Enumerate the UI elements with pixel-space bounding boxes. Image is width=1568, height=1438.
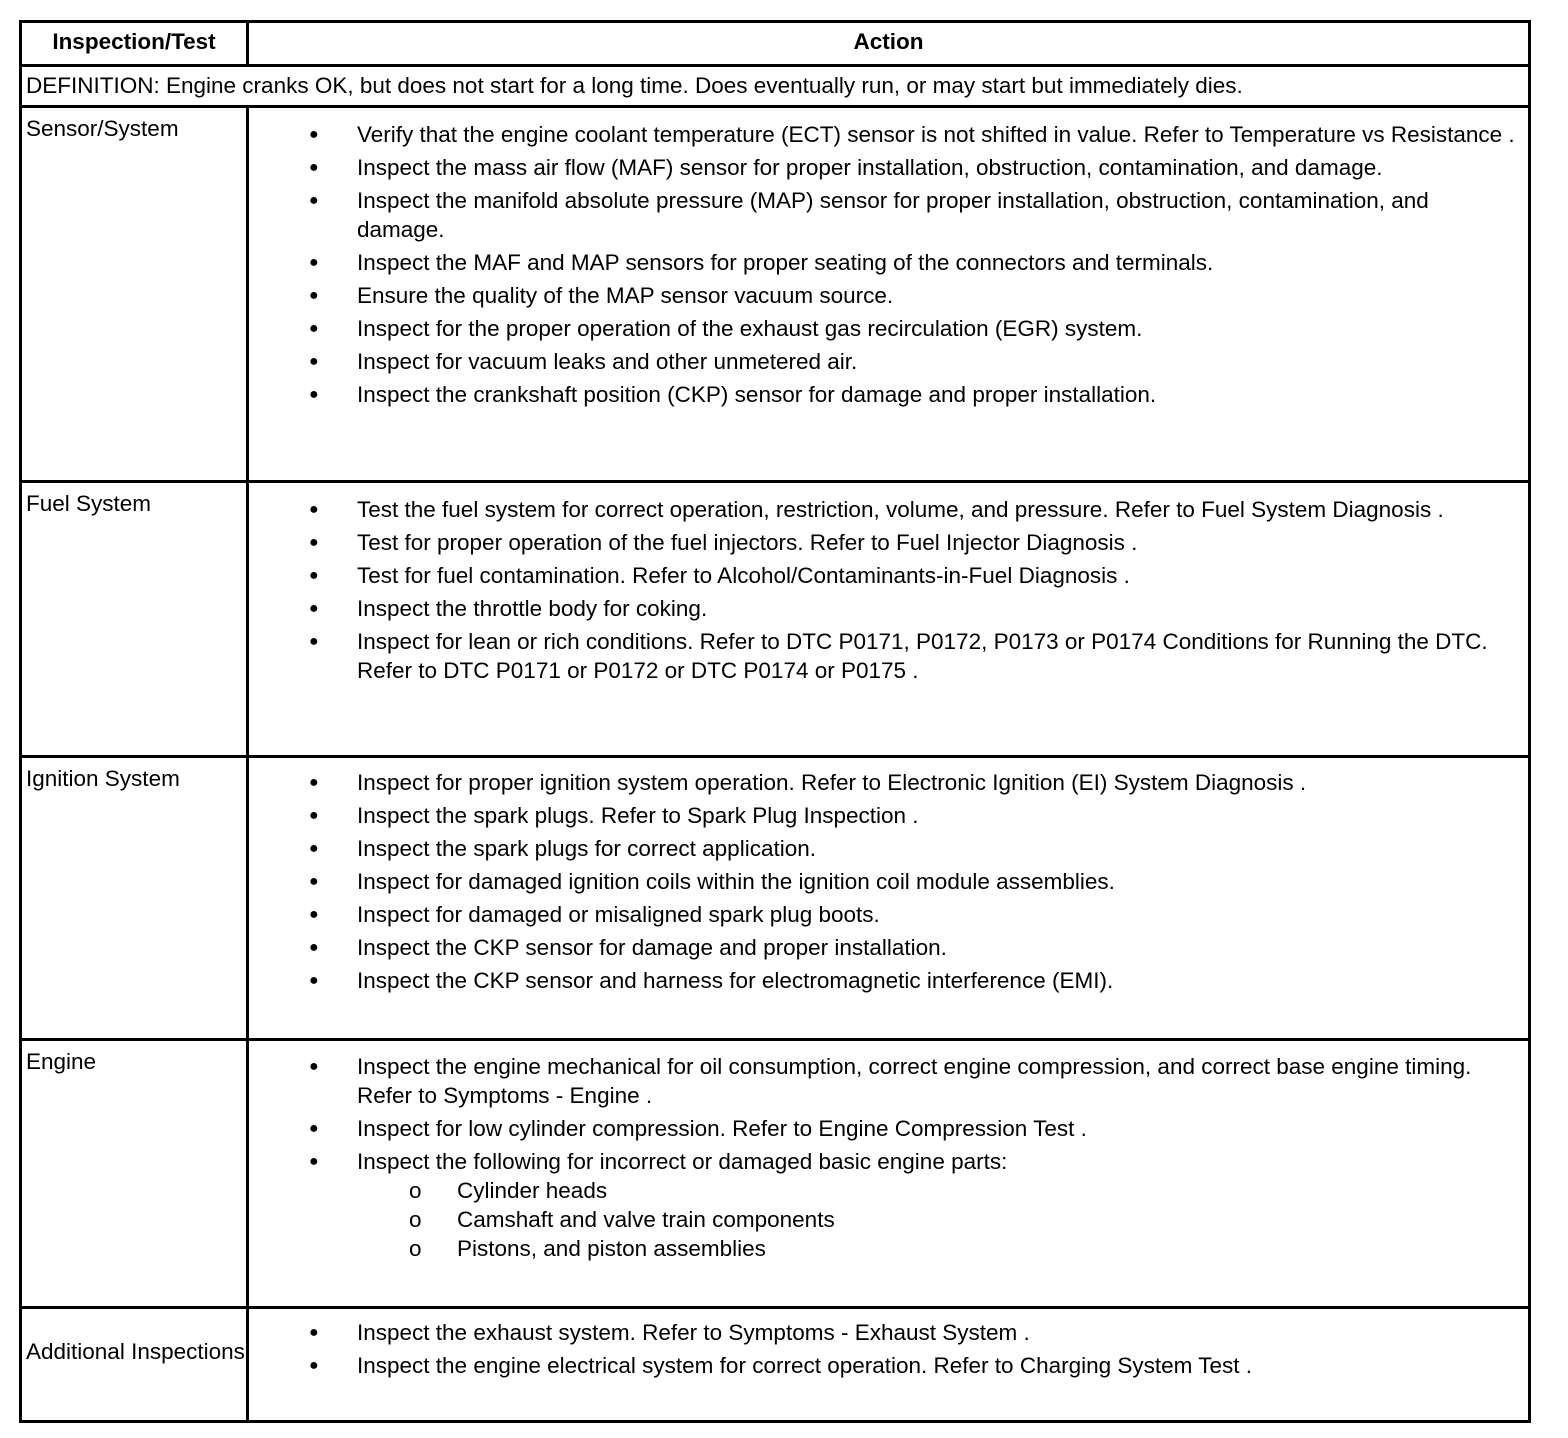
list-item (249, 1114, 1528, 1143)
bullet-icon: ● (309, 906, 319, 923)
list-item (249, 933, 1528, 962)
action-cell (249, 108, 1528, 480)
list-item (249, 248, 1528, 277)
action-text: Inspect the MAF and MAP sensors for proper seating of the connectors and terminals. (357, 250, 1214, 275)
bullet-icon: ● (309, 254, 319, 271)
action-text: Inspect the crankshaft position (CKP) sensor for damage and proper installation. (357, 382, 1157, 407)
list-item (249, 380, 1528, 409)
list-item (249, 495, 1528, 524)
list-item (249, 594, 1528, 623)
list-item (249, 528, 1528, 557)
action-text: Test for fuel contamination. Refer to Alcohol/Contaminants-in-Fuel Diagnosis . (357, 563, 1130, 588)
action-text: Inspect the CKP sensor for damage and proper installation. (357, 935, 947, 960)
category-label: Fuel System (22, 483, 249, 755)
list-item (249, 768, 1528, 797)
sub-item-text: Pistons, and piston assemblies (457, 1236, 766, 1261)
definition-text: DEFINITION: Engine cranks OK, but does not start for a long time. Does eventually run, or may start but immediately dies. (26, 73, 1243, 98)
list-item (249, 1351, 1528, 1380)
action-list (249, 1052, 1528, 1263)
circle-bullet-icon: o (409, 1236, 422, 1261)
list-item (249, 834, 1528, 863)
action-text: Inspect the throttle body for coking. (357, 596, 708, 621)
action-text: Inspect for damaged ignition coils within the ignition coil module assemblies. (357, 869, 1115, 894)
section-row-engine (22, 1041, 1528, 1309)
bullet-icon: ● (309, 320, 319, 337)
action-text: Ensure the quality of the MAP sensor vacuum source. (357, 283, 894, 308)
list-item (249, 1052, 1528, 1110)
list-item (249, 900, 1528, 929)
bullet-icon: ● (309, 1324, 319, 1341)
bullet-icon: ● (309, 807, 319, 824)
bullet-icon: ● (309, 1058, 319, 1075)
action-text: Test the fuel system for correct operation, restriction, volume, and pressure. Refer to Fuel System Diagnosis . (357, 497, 1444, 522)
action-list (249, 495, 1528, 685)
bullet-icon: ● (309, 873, 319, 890)
sub-list-item (357, 1205, 1516, 1234)
section-row-ignition-system (22, 758, 1528, 1041)
action-text: Inspect for low cylinder compression. Refer to Engine Compression Test . (357, 1116, 1087, 1141)
bullet-icon: ● (309, 192, 319, 209)
list-item (249, 314, 1528, 343)
header-inspection-test: Inspection/Test (22, 23, 249, 64)
action-cell (249, 1041, 1528, 1306)
action-text: Inspect the exhaust system. Refer to Symptoms - Exhaust System . (357, 1320, 1030, 1345)
bullet-icon: ● (309, 600, 319, 617)
action-text: Verify that the engine coolant temperature (ECT) sensor is not shifted in value. Refer to Temperature vs Resistance . (357, 122, 1515, 147)
sub-list-item (357, 1234, 1516, 1263)
action-text: Inspect for damaged or misaligned spark plug boots. (357, 902, 880, 927)
action-list (249, 120, 1528, 409)
action-cell (249, 758, 1528, 1038)
action-text: Inspect the engine mechanical for oil consumption, correct engine compression, and correct base engine timing. Refer to Symptoms - Engine . (357, 1054, 1472, 1108)
sub-item-text: Cylinder heads (457, 1178, 608, 1203)
list-item (249, 281, 1528, 310)
list-item (249, 1318, 1528, 1347)
action-text: Test for proper operation of the fuel injectors. Refer to Fuel Injector Diagnosis . (357, 530, 1138, 555)
list-item (249, 1147, 1528, 1263)
list-item (249, 186, 1528, 244)
bullet-icon: ● (309, 567, 319, 584)
sub-list (357, 1176, 1516, 1263)
bullet-icon: ● (309, 353, 319, 370)
bullet-icon: ● (309, 287, 319, 304)
bullet-icon: ● (309, 939, 319, 956)
action-list (249, 1318, 1528, 1380)
list-item (249, 966, 1528, 995)
bullet-icon: ● (309, 159, 319, 176)
action-text: Inspect the spark plugs for correct application. (357, 836, 816, 861)
list-item (249, 867, 1528, 896)
action-list (249, 768, 1528, 995)
action-text: Inspect for lean or rich conditions. Refer to DTC P0171, P0172, P0173 or P0174 Conditions for Running the DTC. Refer to DTC P0171 or P0172 or DTC P0174 or P0175 . (357, 629, 1488, 683)
section-row-sensor-system (22, 108, 1528, 483)
action-cell (249, 1309, 1528, 1420)
bullet-icon: ● (309, 840, 319, 857)
action-text: Inspect for vacuum leaks and other unmetered air. (357, 349, 858, 374)
sub-list-item (357, 1176, 1516, 1205)
definition-row (22, 67, 1528, 108)
action-cell (249, 483, 1528, 755)
action-text: Inspect the mass air flow (MAF) sensor for proper installation, obstruction, contamination, and damage. (357, 155, 1383, 180)
list-item (249, 120, 1528, 149)
category-label: Engine (22, 1041, 249, 1306)
action-text: Inspect the spark plugs. Refer to Spark Plug Inspection . (357, 803, 919, 828)
action-text: Inspect the manifold absolute pressure (MAP) sensor for proper installation, obstruction, contamination, and damage. (357, 188, 1429, 242)
bullet-icon: ● (309, 1120, 319, 1137)
bullet-icon: ● (309, 633, 319, 650)
bullet-icon: ● (309, 126, 319, 143)
bullet-icon: ● (309, 1153, 319, 1170)
bullet-icon: ● (309, 774, 319, 791)
table-header-row (22, 23, 1528, 67)
action-text: Inspect the CKP sensor and harness for electromagnetic interference (EMI). (357, 968, 1114, 993)
category-label: Sensor/System (22, 108, 249, 480)
circle-bullet-icon: o (409, 1207, 422, 1232)
action-text: Inspect for proper ignition system operation. Refer to Electronic Ignition (EI) System Diagnosis . (357, 770, 1307, 795)
bullet-icon: ● (309, 1357, 319, 1374)
action-text: Inspect the following for incorrect or damaged basic engine parts: (357, 1149, 1008, 1174)
list-item (249, 347, 1528, 376)
list-item (249, 627, 1528, 685)
list-item (249, 801, 1528, 830)
bullet-icon: ● (309, 386, 319, 403)
sub-item-text: Camshaft and valve train components (457, 1207, 835, 1232)
action-text: Inspect the engine electrical system for correct operation. Refer to Charging System Test . (357, 1353, 1253, 1378)
list-item (249, 153, 1528, 182)
category-label: Ignition System (22, 758, 249, 1038)
header-action: Action (853, 29, 924, 54)
section-row-additional-inspections (22, 1309, 1528, 1420)
bullet-icon: ● (309, 534, 319, 551)
bullet-icon: ● (309, 501, 319, 518)
category-label: Additional Inspections (22, 1309, 249, 1420)
bullet-icon: ● (309, 972, 319, 989)
list-item (249, 561, 1528, 590)
section-row-fuel-system (22, 483, 1528, 758)
circle-bullet-icon: o (409, 1178, 422, 1203)
diagnostic-table (19, 20, 1531, 1423)
action-text: Inspect for the proper operation of the exhaust gas recirculation (EGR) system. (357, 316, 1143, 341)
